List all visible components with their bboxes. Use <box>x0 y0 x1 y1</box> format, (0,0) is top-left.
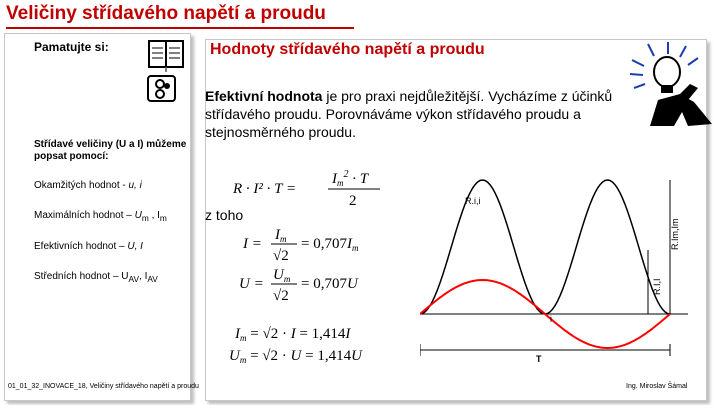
footer-left: 01_01_32_INOVACE_18, Veličiny střídavého napětí a proudu <box>8 383 199 390</box>
list-item <box>34 271 158 284</box>
sidebar-description: Střídavé veličiny (U a I) můžeme popsat pomocí: <box>34 139 187 162</box>
label-t: T <box>536 354 542 364</box>
remember-label: Pamatujte si: <box>34 40 109 54</box>
item-subscript: AV <box>128 274 140 284</box>
formula-2-right: = $0,707I_m$ <box>301 236 359 253</box>
power-curve <box>420 180 670 314</box>
formula-4: $I_m = √2 \cdot I = 1,414I$ <box>235 326 351 343</box>
item-label: Okamžitých hodnot - <box>34 180 129 191</box>
item-label: Maximálních hodnot – <box>34 210 135 221</box>
item-subscript: m <box>141 213 149 223</box>
list-item <box>34 241 143 252</box>
formulas <box>225 160 415 375</box>
item-subscript: AV <box>147 274 158 284</box>
para-text: je pro praxi nejdůležitější. Vycházíme z účinků střídavého proudu. Porovnáváme výkon střídavého proudu a stejnosměrného proudu. <box>205 88 613 140</box>
formula-3-left: U = <box>239 276 264 292</box>
label-r-im: R.Im,Im <box>670 218 680 250</box>
formula-3-right: = 0,707U <box>301 276 358 292</box>
formula-3-num: $U_m$ <box>273 267 291 284</box>
book-icon <box>146 39 186 103</box>
section-heading: Hodnoty střídavého napětí a proudu <box>210 41 485 58</box>
item-symbols: u, i <box>128 180 142 191</box>
title-underline <box>6 27 354 29</box>
item-separator: , I <box>148 210 160 221</box>
label-i: i <box>550 314 552 324</box>
item-symbols: U, I <box>127 241 143 252</box>
idea-person-icon <box>628 40 716 128</box>
formula-5: $U_m = √2 \cdot U = 1,414U$ <box>229 348 362 365</box>
list-item <box>34 210 167 223</box>
z-toho-label: z toho <box>205 207 244 223</box>
formula-2-left: I = <box>243 236 262 252</box>
item-symbols: U <box>134 210 142 221</box>
label-ri: R.i,i <box>465 196 481 206</box>
item-label: Efektivních hodnot – <box>34 241 128 252</box>
item-subscript: m <box>159 213 167 223</box>
formula-1-den: 2 <box>349 193 357 209</box>
formula-2-num: $I_m$ <box>275 227 287 244</box>
para-bold: Efektivní hodnota <box>205 88 323 104</box>
item-label: Středních hodnot – U <box>34 271 129 282</box>
efektivni-hodnota-paragraph <box>205 87 630 141</box>
formula-3-den: √2 <box>273 288 289 304</box>
formula-2-den: √2 <box>273 248 289 264</box>
page-title: Veličiny střídavého napětí a proudu <box>6 3 326 24</box>
formula-1-left: R · I² · T = <box>233 181 297 197</box>
label-r-i: R.I,I <box>652 278 662 295</box>
power-current-graph <box>420 170 710 375</box>
formula-1-num: $I_m^2 \cdot T$ <box>332 169 369 188</box>
list-item <box>34 180 142 191</box>
item-separator: , I <box>139 271 148 282</box>
footer-right: Ing. Miroslav Šámal <box>626 383 688 390</box>
